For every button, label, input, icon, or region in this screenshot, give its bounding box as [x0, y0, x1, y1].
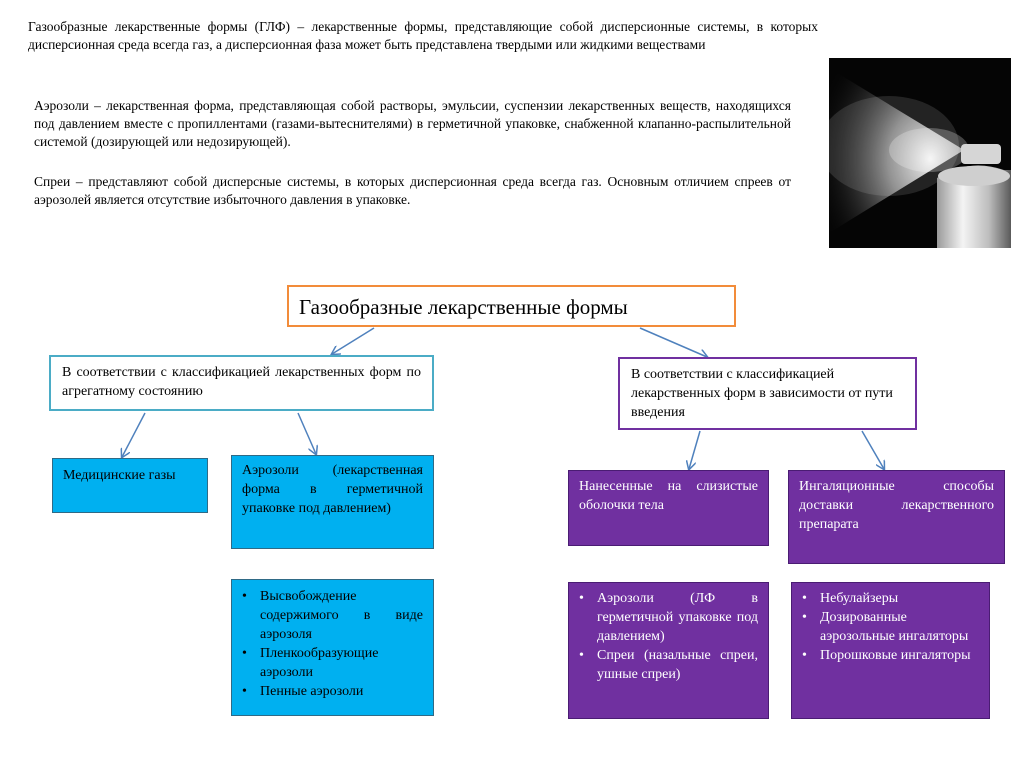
- list-item: • Пенные аэрозоли: [238, 682, 423, 701]
- aerosols-text: Аэрозоли (лекарственная форма в герметичной упаковке под давлением): [242, 463, 423, 516]
- mucous-forms-box: [568, 582, 769, 719]
- arrow-title-to-left: [332, 328, 374, 354]
- list-item: • Порошковые ингаляторы: [798, 646, 979, 665]
- diagram-title-box: [287, 285, 736, 327]
- sprays-definition: Спреи – представляют собой дисперсные системы, в которых дисперсионная среда всегда газ. Основным отличием спреев от аэрозолей является отсутствие избыточного давления в упаковке.: [34, 174, 791, 207]
- right-branch-text: В соответствии с классификацией лекарственных форм в зависимости от пути введения: [631, 367, 893, 420]
- medical-gases-text: Медицинские газы: [63, 468, 176, 483]
- aerosols-box: [231, 455, 434, 549]
- inhalation-box: [788, 470, 1005, 564]
- arrow-to-mucous: [689, 431, 700, 469]
- list-item: • Спреи (назальные спреи, ушные спреи): [575, 646, 758, 684]
- medical-gases-box: [52, 458, 208, 513]
- left-branch-box: [49, 355, 434, 411]
- mucous-text: Нанесенные на слизистые оболочки тела: [579, 479, 758, 513]
- inhalation-text: Ингаляционные способы доставки лекарственного препарата: [799, 479, 994, 532]
- arrow-to-inhalation: [862, 431, 884, 469]
- mucous-box: [568, 470, 769, 546]
- right-branch-box: [618, 357, 917, 430]
- diagram-title: Газообразные лекарственные формы: [299, 295, 628, 319]
- aerosols-definition: Аэрозоли – лекарственная форма, представляющая собой растворы, эмульсии, суспензии лекарственных веществ, находящихся под давлением вместе с пропиллентами (газами-вытеснителями) в герметичной упаковке, снабженной клапанно-распылительной системой (дозирующей или недозирующей).: [34, 98, 791, 149]
- arrow-to-aerosols: [298, 413, 316, 454]
- list-item: • Аэрозоли (ЛФ в герметичной упаковке под давлением): [575, 589, 758, 646]
- list-item: • Небулайзеры: [798, 589, 979, 608]
- arrow-title-to-right: [640, 328, 707, 357]
- aerosols-types-box: [231, 579, 434, 716]
- list-item: • Высвобождение содержимого в виде аэрозоля: [238, 587, 423, 644]
- list-item: • Дозированные аэрозольные ингаляторы: [798, 608, 979, 646]
- list-item: • Пленкообразующие аэрозоли: [238, 644, 423, 682]
- arrow-to-medical-gases: [122, 413, 145, 457]
- inhalation-devices-box: [791, 582, 990, 719]
- glf-definition: Газообразные лекарственные формы (ГЛФ) – лекарственные формы, представляющие собой дисперсионные системы, в которых дисперсионная среда всегда газ, а дисперсионная фаза может быть представлена твердыми или жидкими веществами: [28, 19, 818, 52]
- left-branch-text: В соответствии с классификацией лекарственных форм по агрегатному состоянию: [62, 365, 421, 399]
